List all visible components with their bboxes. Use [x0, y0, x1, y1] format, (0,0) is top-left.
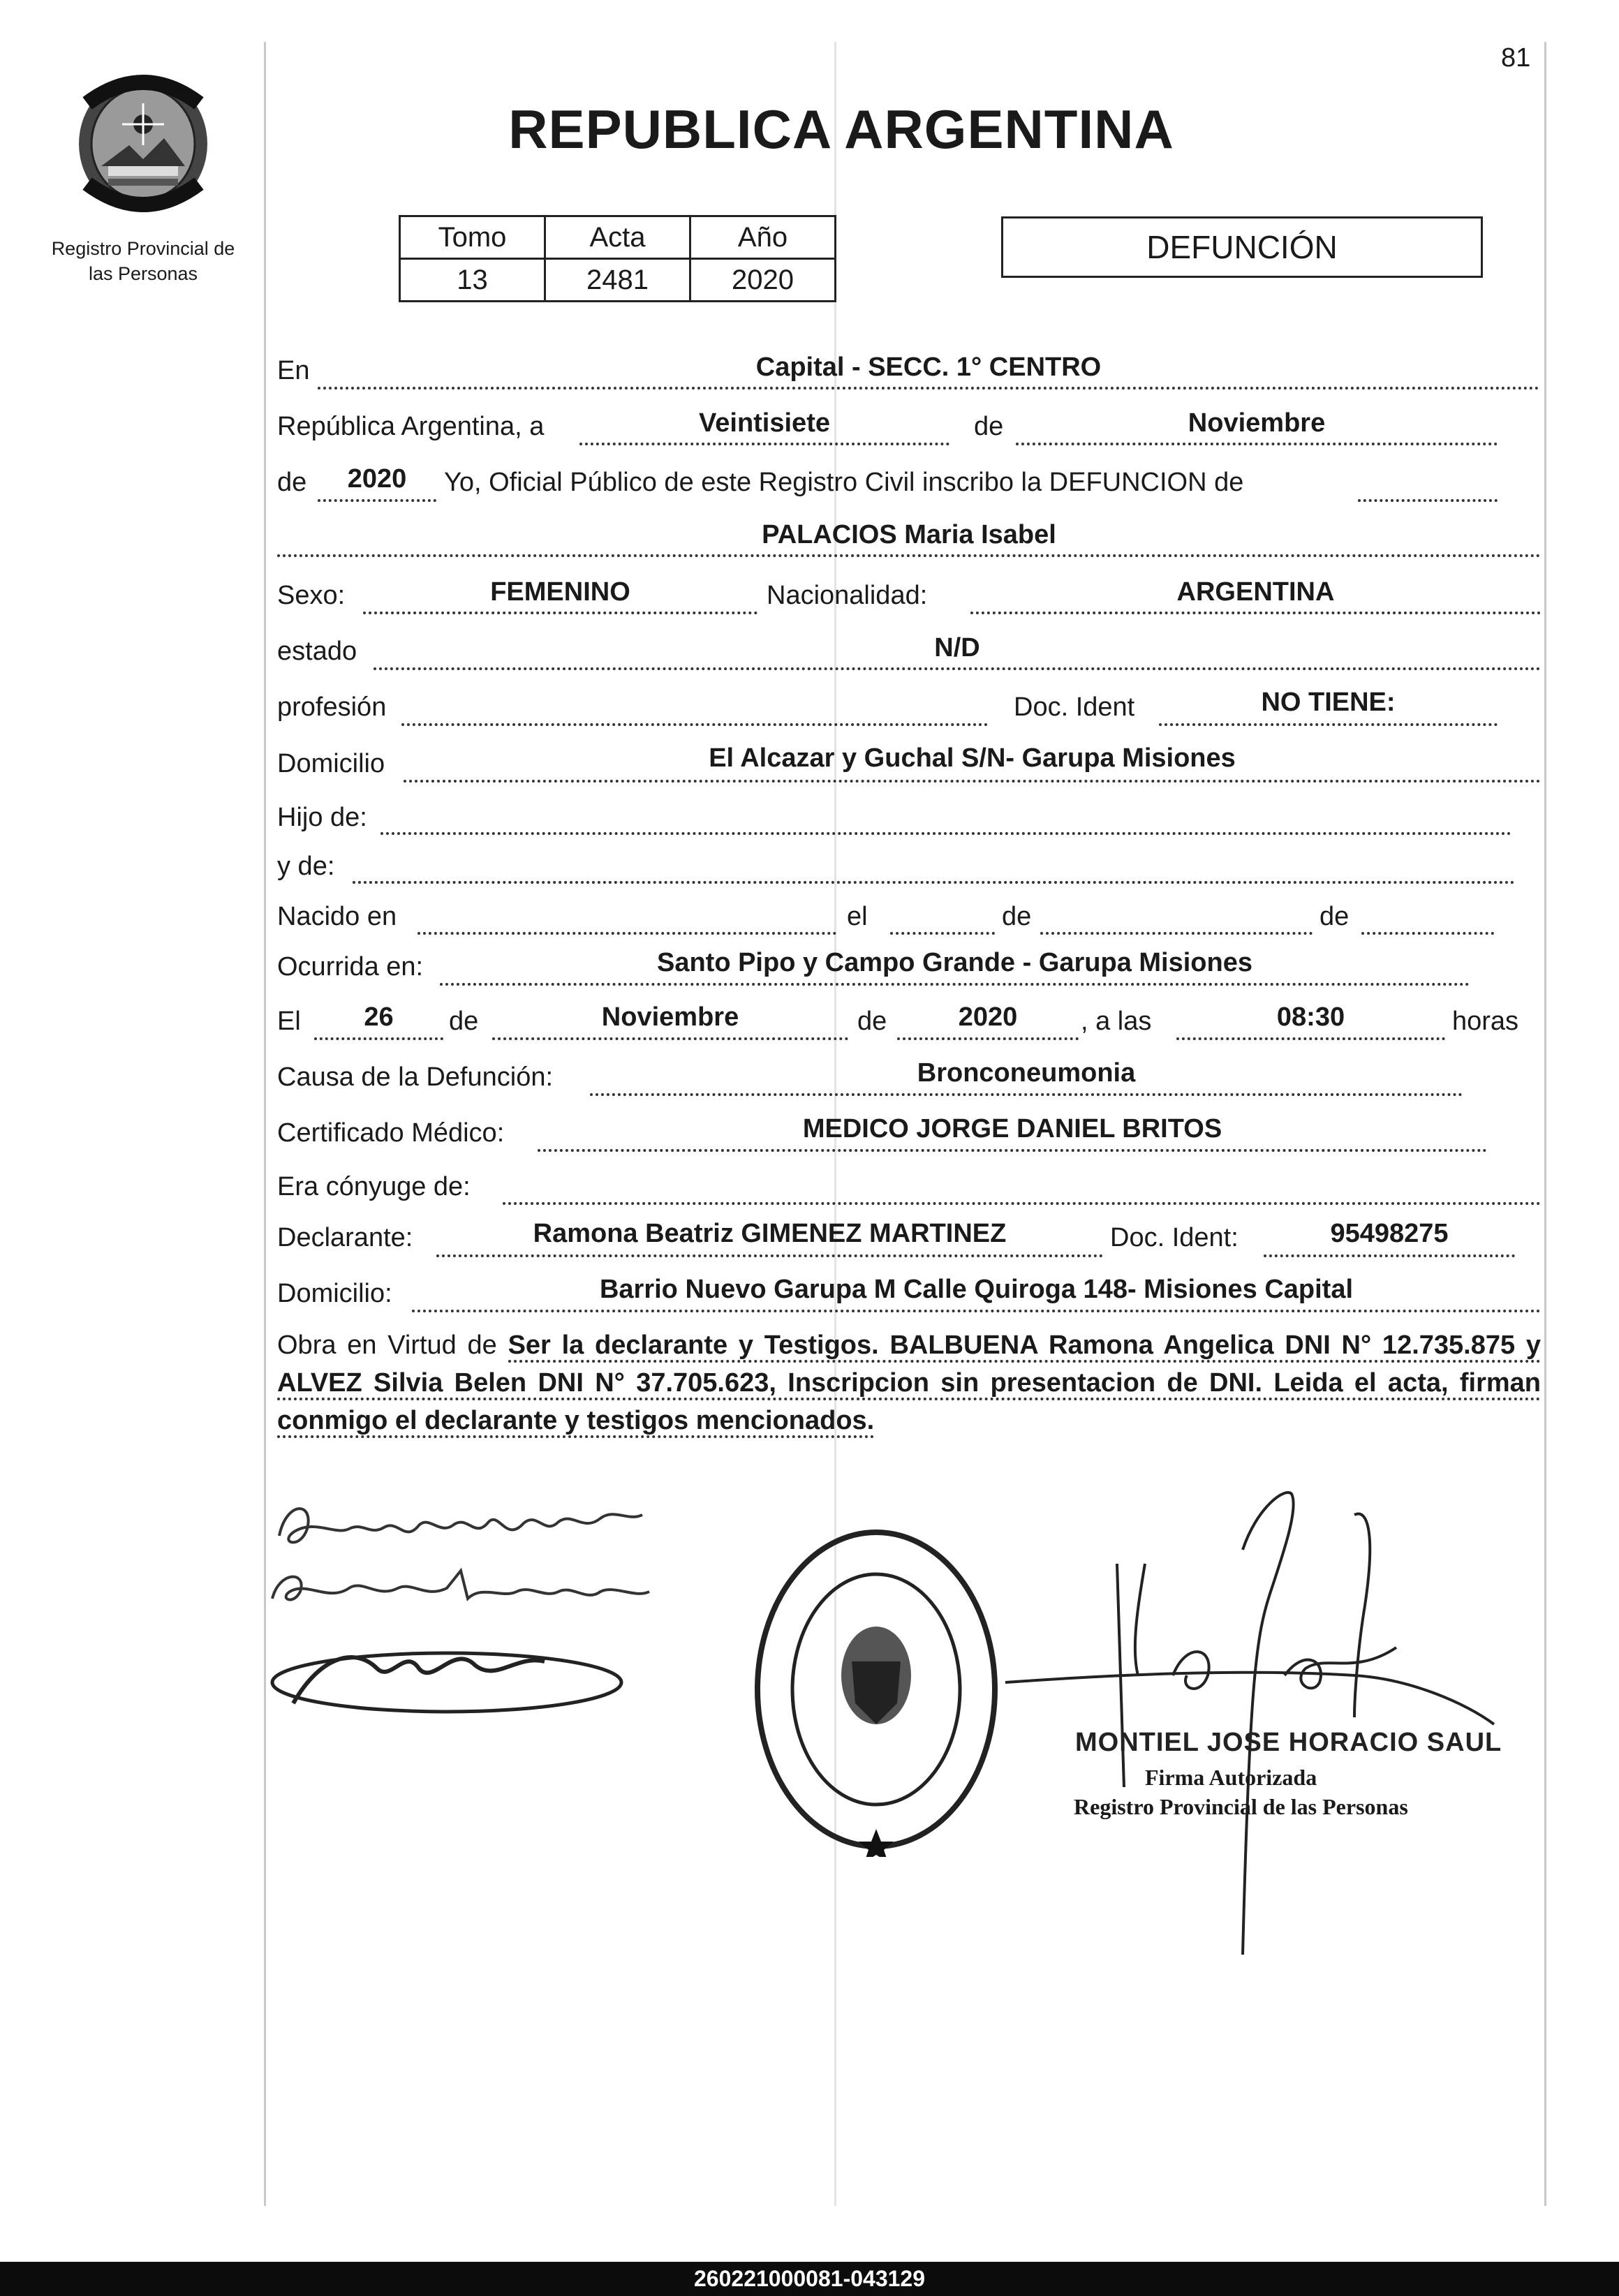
estado-label: estado: [277, 637, 357, 666]
record-value-anio: 2020: [690, 259, 836, 302]
left-margin-line: [264, 42, 266, 2206]
y-de-dotted-line: [353, 881, 1515, 884]
document-type-box: DEFUNCIÓN: [1001, 216, 1483, 278]
inscribo-text: Yo, Oficial Público de este Registro Civil inscribo la DEFUNCION de: [444, 468, 1244, 497]
en-dotted-line: [318, 387, 1539, 390]
doc-ident-label: Doc. Ident: [1014, 692, 1135, 722]
obra-paragraph: [277, 1326, 1541, 1439]
domicilio2-label: Domicilio:: [277, 1279, 392, 1308]
causa-dotted-line: [590, 1093, 1463, 1096]
domicilio-value: El Alcazar y Guchal S/N- Garupa Misiones: [709, 743, 1236, 773]
nacido-de-dotted-line: [1040, 932, 1313, 935]
horas-label: horas: [1452, 1007, 1519, 1036]
nacido-de2-label: de: [1319, 902, 1350, 931]
registry-label-line: Registro Provincial de: [51, 238, 235, 259]
anio2-value: 2020: [958, 1002, 1018, 1032]
nacido-en-label: Nacido en: [277, 902, 397, 931]
certificado-dotted-line: [538, 1149, 1487, 1152]
anio-value: 2020: [347, 464, 407, 494]
official-role: Firma Autorizada: [1145, 1765, 1317, 1790]
profesion-label: profesión: [277, 692, 387, 722]
nacido-en-dotted-line: [417, 932, 836, 935]
sexo-dotted-line: [363, 612, 757, 614]
sexo-value: FEMENINO: [490, 577, 630, 607]
mes-value: Noviembre: [1188, 408, 1326, 438]
conyuge-label: Era cónyuge de:: [277, 1172, 471, 1201]
en-value: Capital - SECC. 1° CENTRO: [755, 353, 1102, 382]
doc-ident-value: NO TIENE:: [1261, 688, 1396, 717]
conyuge-dotted-line: [503, 1202, 1541, 1205]
official-registry: Registro Provincial de las Personas: [1074, 1794, 1408, 1819]
dia2-value: 26: [364, 1002, 394, 1032]
nacido-el-dotted-line: [890, 932, 995, 935]
ocurrida-value: Santo Pipo y Campo Grande - Garupa Misiones: [656, 948, 1253, 977]
sexo-label: Sexo:: [277, 581, 346, 610]
domicilio2-dotted-line: [412, 1310, 1541, 1312]
en-label: En: [277, 356, 310, 385]
declarante-label: Declarante:: [277, 1223, 413, 1252]
de2-label: de: [277, 468, 307, 497]
dia-dotted-line: [579, 443, 949, 445]
mes2-dotted-line: [492, 1037, 848, 1040]
record-value-tomo: 13: [400, 259, 545, 302]
record-header-anio: Año: [690, 216, 836, 259]
nacionalidad-dotted-line: [970, 612, 1541, 614]
right-margin-line: [1544, 42, 1546, 2206]
declarante-dotted-line: [436, 1254, 1103, 1257]
misiones-emblem-icon: [66, 61, 220, 222]
record-header-tomo: Tomo: [400, 216, 545, 259]
mes-dotted-line: [1016, 443, 1498, 445]
causa-value: Bronconeumonia: [917, 1058, 1136, 1088]
declarant-witness-signatures: [265, 1494, 712, 1724]
anio-dotted-line: [318, 499, 436, 502]
de4-label: de: [857, 1007, 887, 1036]
dia-value: Veintisiete: [699, 408, 830, 438]
ocurrida-label: Ocurrida en:: [277, 952, 424, 982]
name-dotted-line: [277, 554, 1541, 557]
nacido-el-label: el: [847, 902, 868, 931]
anio2-dotted-line: [897, 1037, 1079, 1040]
de3-label: de: [449, 1007, 479, 1036]
obra-label: Obra en Virtud de: [277, 1331, 497, 1360]
obra-value: Ser la declarante y Testigos. BALBUENA Ramona Angelica DNI N° 12.735.875 y ALVEZ Silvia Belen DNI N° 37.705.623, Inscripcion sin presentacion de DNI. Leida el acta, firman conmigo el declarante y testigos mencionados.: [277, 1331, 1541, 1438]
hora-dotted-line: [1176, 1037, 1445, 1040]
deceased-name-value: PALACIOS Maria Isabel: [762, 520, 1056, 549]
hora-value: 08:30: [1276, 1002, 1345, 1032]
nacido-de2-dotted-line: [1361, 932, 1494, 935]
doc2-ident-value: 95498275: [1330, 1219, 1449, 1248]
registry-label-line: las Personas: [88, 263, 198, 284]
dia2-dotted-line: [314, 1037, 443, 1040]
record-value-acta: 2481: [545, 259, 690, 302]
inscribo-dotted-line: [1358, 499, 1498, 502]
official-signature: [963, 1466, 1536, 1969]
causa-label: Causa de la Defunción:: [277, 1062, 554, 1092]
doc2-ident-label: Doc. Ident:: [1110, 1223, 1239, 1252]
domicilio2-value: Barrio Nuevo Garupa M Calle Quiroga 148- Misiones Capital: [599, 1275, 1354, 1304]
ocurrida-dotted-line: [440, 983, 1470, 986]
alas-label: , a las: [1081, 1007, 1152, 1036]
page-number: 81: [1501, 43, 1531, 73]
estado-dotted-line: [374, 667, 1541, 670]
mes2-value: Noviembre: [601, 1002, 739, 1032]
y-de-label: y de:: [277, 852, 335, 881]
nacionalidad-label: Nacionalidad:: [767, 581, 928, 610]
domicilio-dotted-line: [404, 780, 1541, 783]
record-header-acta: Acta: [545, 216, 690, 259]
nacido-de-label: de: [1002, 902, 1032, 931]
document-title: REPUBLICA ARGENTINA: [508, 98, 1174, 160]
el2-label: El: [277, 1007, 301, 1036]
republica-label: República Argentina, a: [277, 412, 545, 441]
nacionalidad-value: ARGENTINA: [1176, 577, 1335, 607]
profesion-dotted-line: [401, 723, 988, 726]
domicilio-label: Domicilio: [277, 749, 385, 778]
certificado-value: MEDICO JORGE DANIEL BRITOS: [802, 1114, 1222, 1143]
official-name: MONTIEL JOSE HORACIO SAUL: [1075, 1728, 1502, 1757]
certificado-label: Certificado Médico:: [277, 1118, 505, 1148]
record-table: [399, 215, 836, 302]
doc2-ident-dotted-line: [1264, 1254, 1515, 1257]
doc-ident-dotted-line: [1159, 723, 1498, 726]
hijo-de-label: Hijo de:: [277, 803, 367, 832]
registry-label: [28, 236, 258, 286]
de-label: de: [974, 412, 1004, 441]
declarante-value: Ramona Beatriz GIMENEZ MARTINEZ: [533, 1219, 1007, 1248]
footer-code: 260221000081-043129: [0, 2262, 1619, 2296]
hijo-de-dotted-line: [380, 832, 1511, 835]
estado-value: N/D: [934, 633, 980, 662]
